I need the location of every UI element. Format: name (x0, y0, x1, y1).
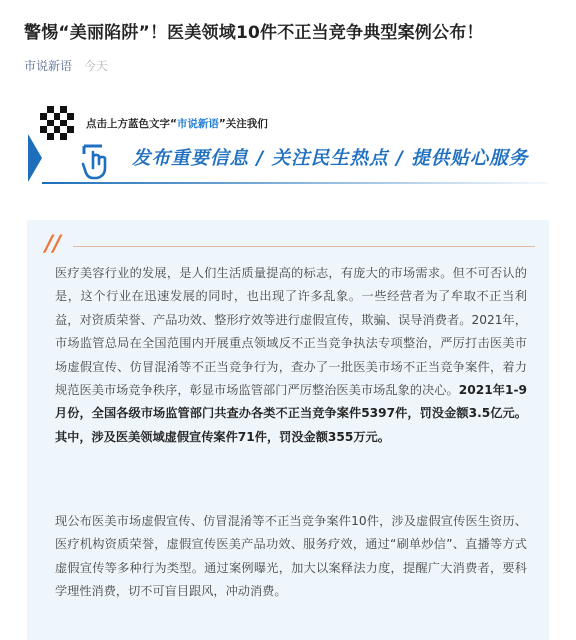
follow-text-suffix: ”关注我们 (218, 117, 268, 130)
intro-paragraph-1 (55, 262, 527, 449)
intro-paragraph-1-text: 医疗美容行业的发展，是人们生活质量提高的标志，有庞大的市场需求。但不可否认的是，这个行业在迅速发展的同时，也出现了许多乱象。一些经营者为了牟取不正当利益，对资质荣誉、产品功效、整形疗效等进行虚假宣传，欺骗、误导消费者。2021年，市场监管总局在全国范围内开展重点领域反不正当竞争执法专项整治，严厉打击医美市场虚假宣传、仿冒混淆等不正当竞争行为，查办了一批医美市场不正当竞争案件，着力规范医美市场竞争秩序，彰显市场监管部门严厉整治医美市场乱象的决心。 (55, 266, 527, 398)
article-meta (24, 57, 108, 74)
quote-mark-icon: // (45, 232, 62, 257)
account-name-link[interactable]: 市说新语 (24, 59, 73, 73)
tap-finger-icon (80, 142, 114, 180)
banner-divider (42, 182, 548, 184)
banner-slogan: 发布重要信息 / 关注民生热点 / 提供贴心服务 (132, 148, 529, 169)
follow-account-link[interactable]: 市说新语 (176, 117, 219, 130)
service-banner (28, 128, 548, 188)
intro-paragraph-1-highlight: 2021年1-9月份，全国各级市场监管部门共查办各类不正当竞争案件5397件，罚没金额3.5亿元。其中，涉及医美领域虚假宣传案件71件，罚没金额355万元。 (55, 383, 527, 444)
card-divider (73, 246, 535, 247)
intro-paragraph-2: 现公布医美市场虚假宣传、仿冒混淆等不正当竞争案件10件，涉及虚假宣传医生资历、医疗机构资质荣誉，虚假宣传医美产品功效、服务疗效，通过“刷单炒信”、直播等方式虚假宣传等多种行为类型。通过案例曝光，加大以案释法力度，提醒广大消费者，要科学理性消费，切不可盲目跟风，冲动消费。 (55, 514, 527, 599)
publish-date: 今天 (83, 59, 108, 73)
article-title: 警惕“美丽陷阱”！医美领域10件不正当竞争典型案例公布！ (24, 23, 484, 43)
follow-text-prefix: 点击上方蓝色文字“ (86, 117, 177, 130)
banner-arrow-icon (28, 134, 42, 182)
intro-card (27, 220, 549, 640)
